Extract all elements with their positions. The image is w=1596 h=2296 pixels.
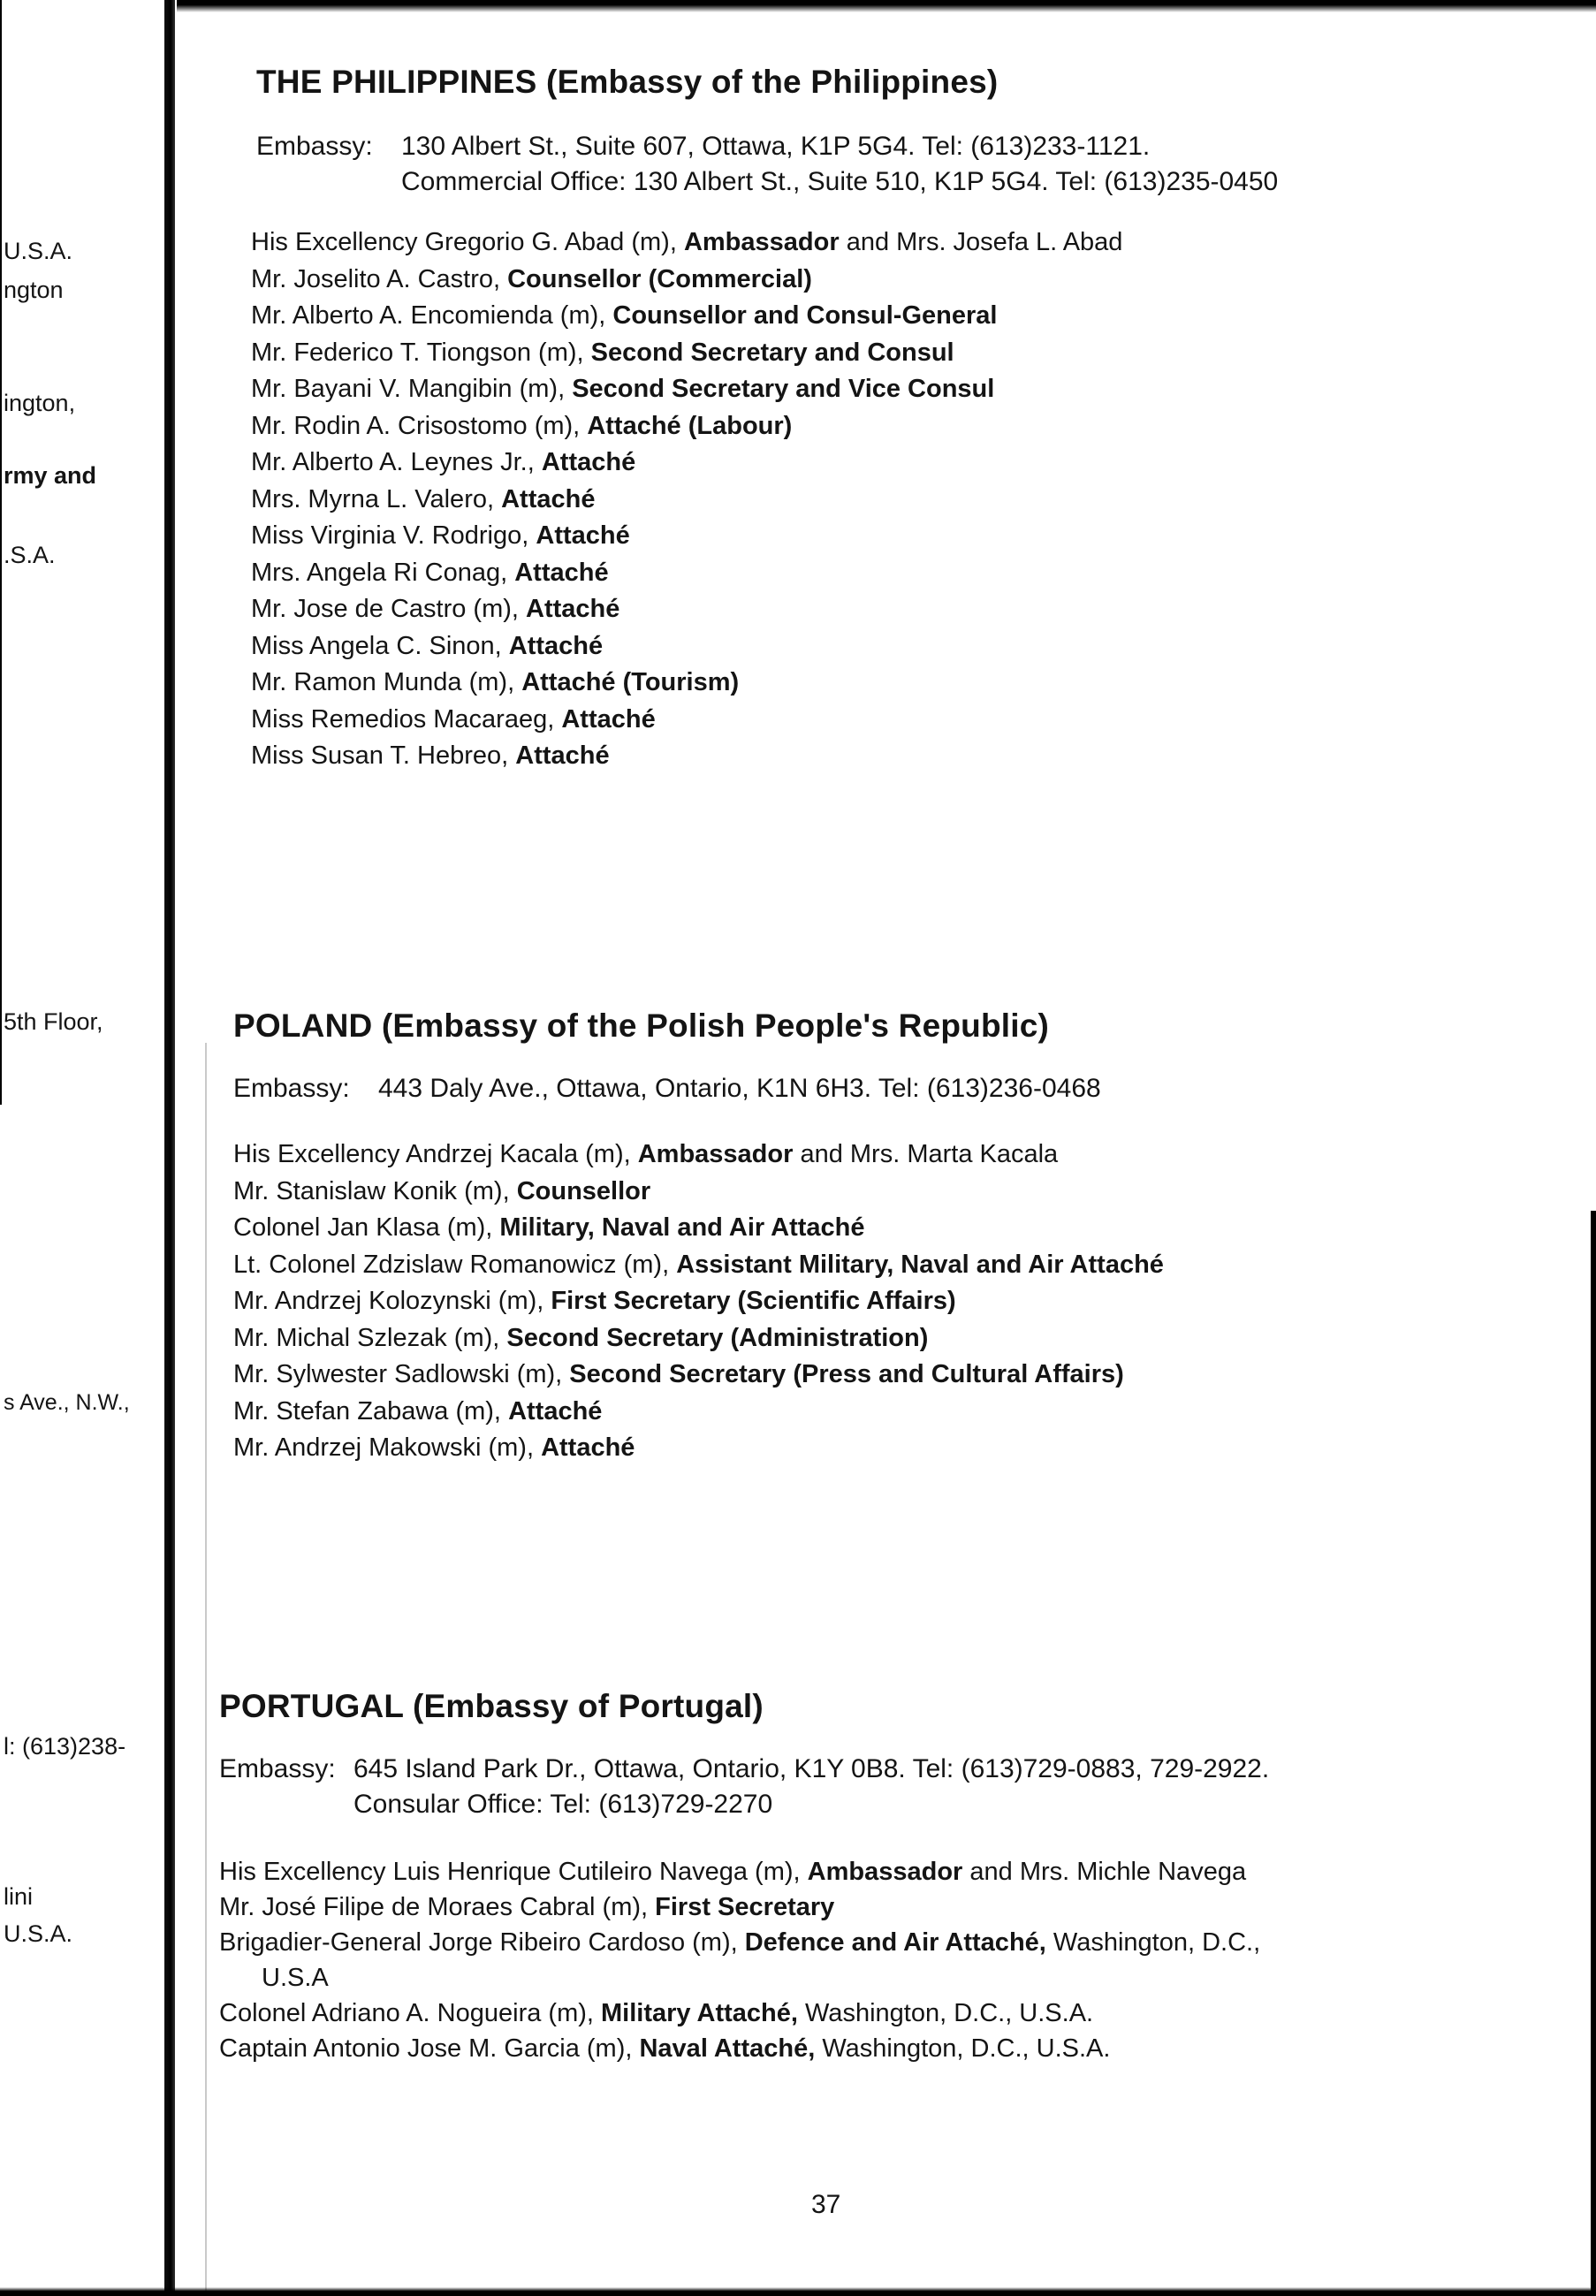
staff-title: First Secretary	[655, 1893, 835, 1921]
margin-fragment: lini	[4, 1883, 34, 1910]
margin-fragment: U.S.A.	[4, 1920, 73, 1947]
address-line: 130 Albert St., Suite 607, Ottawa, K1P 5G4. Tel: (613)233-1121.	[401, 132, 1151, 161]
embassy-name: (Embassy of the Polish People's Republic)	[381, 1007, 1050, 1044]
section-title	[256, 64, 1278, 101]
staff-name: His Excellency Luis Henrique Cutileiro Navega (m),	[219, 1858, 801, 1886]
staff-title: Attaché	[508, 1396, 603, 1425]
staff-name: His Excellency Gregorio G. Abad (m),	[251, 228, 677, 256]
staff-name: Mr. José Filipe de Moraes Cabral (m),	[219, 1893, 649, 1921]
staff-suffix: Washington, D.C., U.S.A.	[805, 1999, 1094, 2027]
staff-suffix: and Mrs. Josefa L. Abad	[846, 228, 1123, 256]
staff-title: Attaché (Labour)	[587, 411, 793, 440]
staff-entry	[251, 262, 1278, 299]
section-title	[233, 1007, 1164, 1045]
staff-suffix: Washington, D.C.,	[1053, 1928, 1261, 1957]
staff-entry	[233, 1394, 1164, 1431]
staff-title: Counsellor and Consul-General	[612, 301, 998, 330]
staff-name: Mr. Alberto A. Encomienda (m),	[251, 301, 606, 330]
embassy-name: (Embassy of the Philippines)	[546, 64, 999, 100]
margin-fragment: l: (613)238-	[4, 1733, 126, 1760]
margin-fragment: U.S.A.	[4, 238, 73, 264]
staff-title: Second Secretary (Press and Cultural Affairs)	[569, 1360, 1124, 1388]
staff-name: Mr. Jose de Castro (m),	[251, 595, 519, 623]
embassy-name: (Embassy of Portugal)	[413, 1688, 764, 1724]
staff-list	[219, 1854, 1269, 2066]
country-name: THE PHILIPPINES	[256, 64, 537, 100]
embassy-address	[256, 129, 1278, 200]
address-line: 645 Island Park Dr., Ottawa, Ontario, K1Y 0B8. Tel: (613)729-0883, 729-2922.	[353, 1754, 1270, 1783]
staff-entry	[251, 628, 1278, 665]
staff-title: Attaché	[514, 558, 609, 587]
staff-entry	[251, 445, 1278, 482]
margin-fragment: 5th Floor,	[4, 1008, 103, 1035]
staff-name: Brigadier-General Jorge Ribeiro Cardoso (m),	[219, 1928, 738, 1957]
staff-title: Attaché	[561, 704, 656, 734]
staff-title: Defence and Air Attaché,	[744, 1928, 1046, 1957]
top-scan-shadow	[177, 0, 1596, 12]
staff-title: Attaché	[515, 741, 610, 770]
staff-name: His Excellency Andrzej Kacala (m),	[233, 1140, 631, 1168]
staff-title: Counsellor	[516, 1176, 651, 1205]
staff-suffix: Washington, D.C., U.S.A.	[822, 2034, 1111, 2063]
staff-continuation: U.S.A	[262, 1964, 329, 1992]
staff-entry	[251, 224, 1278, 262]
embassy-address	[233, 1071, 1164, 1106]
staff-entry	[251, 555, 1278, 592]
staff-entry	[251, 298, 1278, 335]
staff-entry	[233, 1320, 1164, 1357]
page-number: 37	[811, 2190, 841, 2219]
page-edge	[0, 0, 2, 1105]
margin-fragment: rmy and	[4, 462, 97, 489]
staff-entry	[233, 1283, 1164, 1320]
staff-name: Mr. Andrzej Makowski (m),	[233, 1433, 534, 1462]
staff-entry	[219, 1889, 1269, 1925]
staff-title: Attaché (Tourism)	[521, 668, 740, 696]
bottom-scan-shadow	[0, 2287, 1596, 2296]
staff-title: Attaché	[508, 631, 604, 660]
staff-list	[251, 224, 1278, 775]
staff-name: Colonel Adriano A. Nogueira (m),	[219, 1999, 594, 2027]
staff-name: Miss Susan T. Hebreo,	[251, 741, 509, 770]
staff-entry	[251, 738, 1278, 775]
staff-name: Lt. Colonel Zdzislaw Romanowicz (m),	[233, 1250, 670, 1279]
staff-title: Attaché	[541, 1433, 635, 1462]
section-title	[219, 1688, 1269, 1725]
staff-entry	[219, 1996, 1269, 2031]
staff-title: Ambassador	[637, 1140, 794, 1168]
staff-name: Colonel Jan Klasa (m),	[233, 1213, 493, 1242]
staff-name: Mr. Stanislaw Konik (m),	[233, 1176, 510, 1205]
staff-entry	[219, 2031, 1269, 2066]
staff-entry	[251, 482, 1278, 519]
staff-name: Mr. Andrzej Kolozynski (m),	[233, 1287, 544, 1315]
staff-entry	[233, 1174, 1164, 1211]
margin-fragment: .S.A.	[4, 542, 56, 568]
staff-title: Second Secretary (Administration)	[506, 1323, 929, 1352]
embassy-address	[219, 1752, 1269, 1822]
staff-name: Mrs. Angela Ri Conag,	[251, 558, 508, 587]
staff-title: Attaché	[541, 448, 636, 476]
staff-entry	[251, 702, 1278, 739]
staff-entry	[251, 371, 1278, 408]
staff-name: Captain Antonio Jose M. Garcia (m),	[219, 2034, 633, 2063]
staff-entry	[251, 591, 1278, 628]
staff-title: Naval Attaché,	[639, 2034, 816, 2063]
staff-name: Mr. Bayani V. Mangibin (m),	[251, 375, 566, 403]
staff-entry	[251, 335, 1278, 372]
staff-name: Mr. Stefan Zabawa (m),	[233, 1396, 501, 1425]
staff-title: Second Secretary and Consul	[590, 338, 954, 367]
staff-title: Attaché	[501, 484, 596, 513]
margin-fragment: s Ave., N.W.,	[4, 1390, 130, 1415]
staff-title: Ambassador	[683, 228, 840, 256]
margin-fragment: ington,	[4, 390, 76, 416]
staff-title: First Secretary (Scientific Affairs)	[551, 1287, 956, 1315]
address-line: Commercial Office: 130 Albert St., Suite 510, K1P 5G4. Tel: (613)235-0450	[401, 167, 1279, 196]
staff-name: Mr. Ramon Munda (m),	[251, 668, 515, 696]
staff-title: Military Attaché,	[601, 1999, 798, 2027]
right-scan-shadow	[1591, 1211, 1596, 2296]
address-line: Consular Office: Tel: (613)729-2270	[353, 1790, 773, 1819]
staff-name: Miss Remedios Macaraeg,	[251, 704, 555, 734]
staff-title: Counsellor (Commercial)	[507, 264, 812, 293]
staff-title: Attaché	[526, 595, 620, 623]
staff-list	[233, 1137, 1164, 1467]
staff-entry	[219, 1925, 1269, 1996]
staff-name: Miss Virginia V. Rodrigo,	[251, 521, 529, 550]
section-philippines	[251, 64, 1279, 775]
staff-title: Military, Naval and Air Attaché	[499, 1213, 865, 1242]
book-gutter-shadow	[164, 0, 175, 2296]
staff-entry	[233, 1247, 1164, 1284]
staff-name: Miss Angela C. Sinon,	[251, 631, 502, 660]
staff-name: Mrs. Myrna L. Valero,	[251, 484, 495, 513]
embassy-label: Embassy:	[233, 1074, 350, 1103]
staff-suffix: and Mrs. Marta Kacala	[800, 1140, 1059, 1168]
staff-title: Ambassador	[807, 1858, 963, 1886]
country-name: PORTUGAL	[219, 1688, 404, 1724]
staff-title: Attaché	[536, 521, 630, 550]
staff-entry	[233, 1430, 1164, 1467]
staff-name: Mr. Federico T. Tiongson (m),	[251, 338, 584, 367]
gutter-line	[205, 1043, 207, 2296]
staff-entry	[233, 1357, 1164, 1394]
section-portugal	[219, 1688, 1269, 2066]
embassy-label: Embassy:	[219, 1754, 336, 1783]
staff-entry	[251, 408, 1278, 445]
staff-name: Mr. Joselito A. Castro,	[251, 264, 501, 293]
staff-name: Mr. Sylwester Sadlowski (m),	[233, 1360, 563, 1388]
staff-name: Mr. Alberto A. Leynes Jr.,	[251, 448, 535, 476]
embassy-label: Embassy:	[256, 132, 373, 161]
section-poland	[233, 1007, 1164, 1467]
staff-entry	[251, 665, 1278, 702]
staff-suffix: and Mrs. Michle Navega	[969, 1858, 1247, 1886]
staff-name: Mr. Michal Szlezak (m),	[233, 1323, 500, 1352]
staff-entry	[251, 518, 1278, 555]
country-name: POLAND	[233, 1007, 373, 1044]
margin-fragment: ngton	[4, 277, 64, 303]
staff-title: Second Secretary and Vice Consul	[572, 375, 995, 403]
staff-entry	[233, 1137, 1164, 1174]
address-line: 443 Daly Ave., Ottawa, Ontario, K1N 6H3. Tel: (613)236-0468	[378, 1074, 1101, 1103]
staff-name: Mr. Rodin A. Crisostomo (m),	[251, 411, 581, 440]
staff-entry	[219, 1854, 1269, 1889]
staff-entry	[233, 1210, 1164, 1247]
staff-title: Assistant Military, Naval and Air Attaché	[676, 1250, 1164, 1279]
adjacent-page	[0, 0, 164, 2296]
